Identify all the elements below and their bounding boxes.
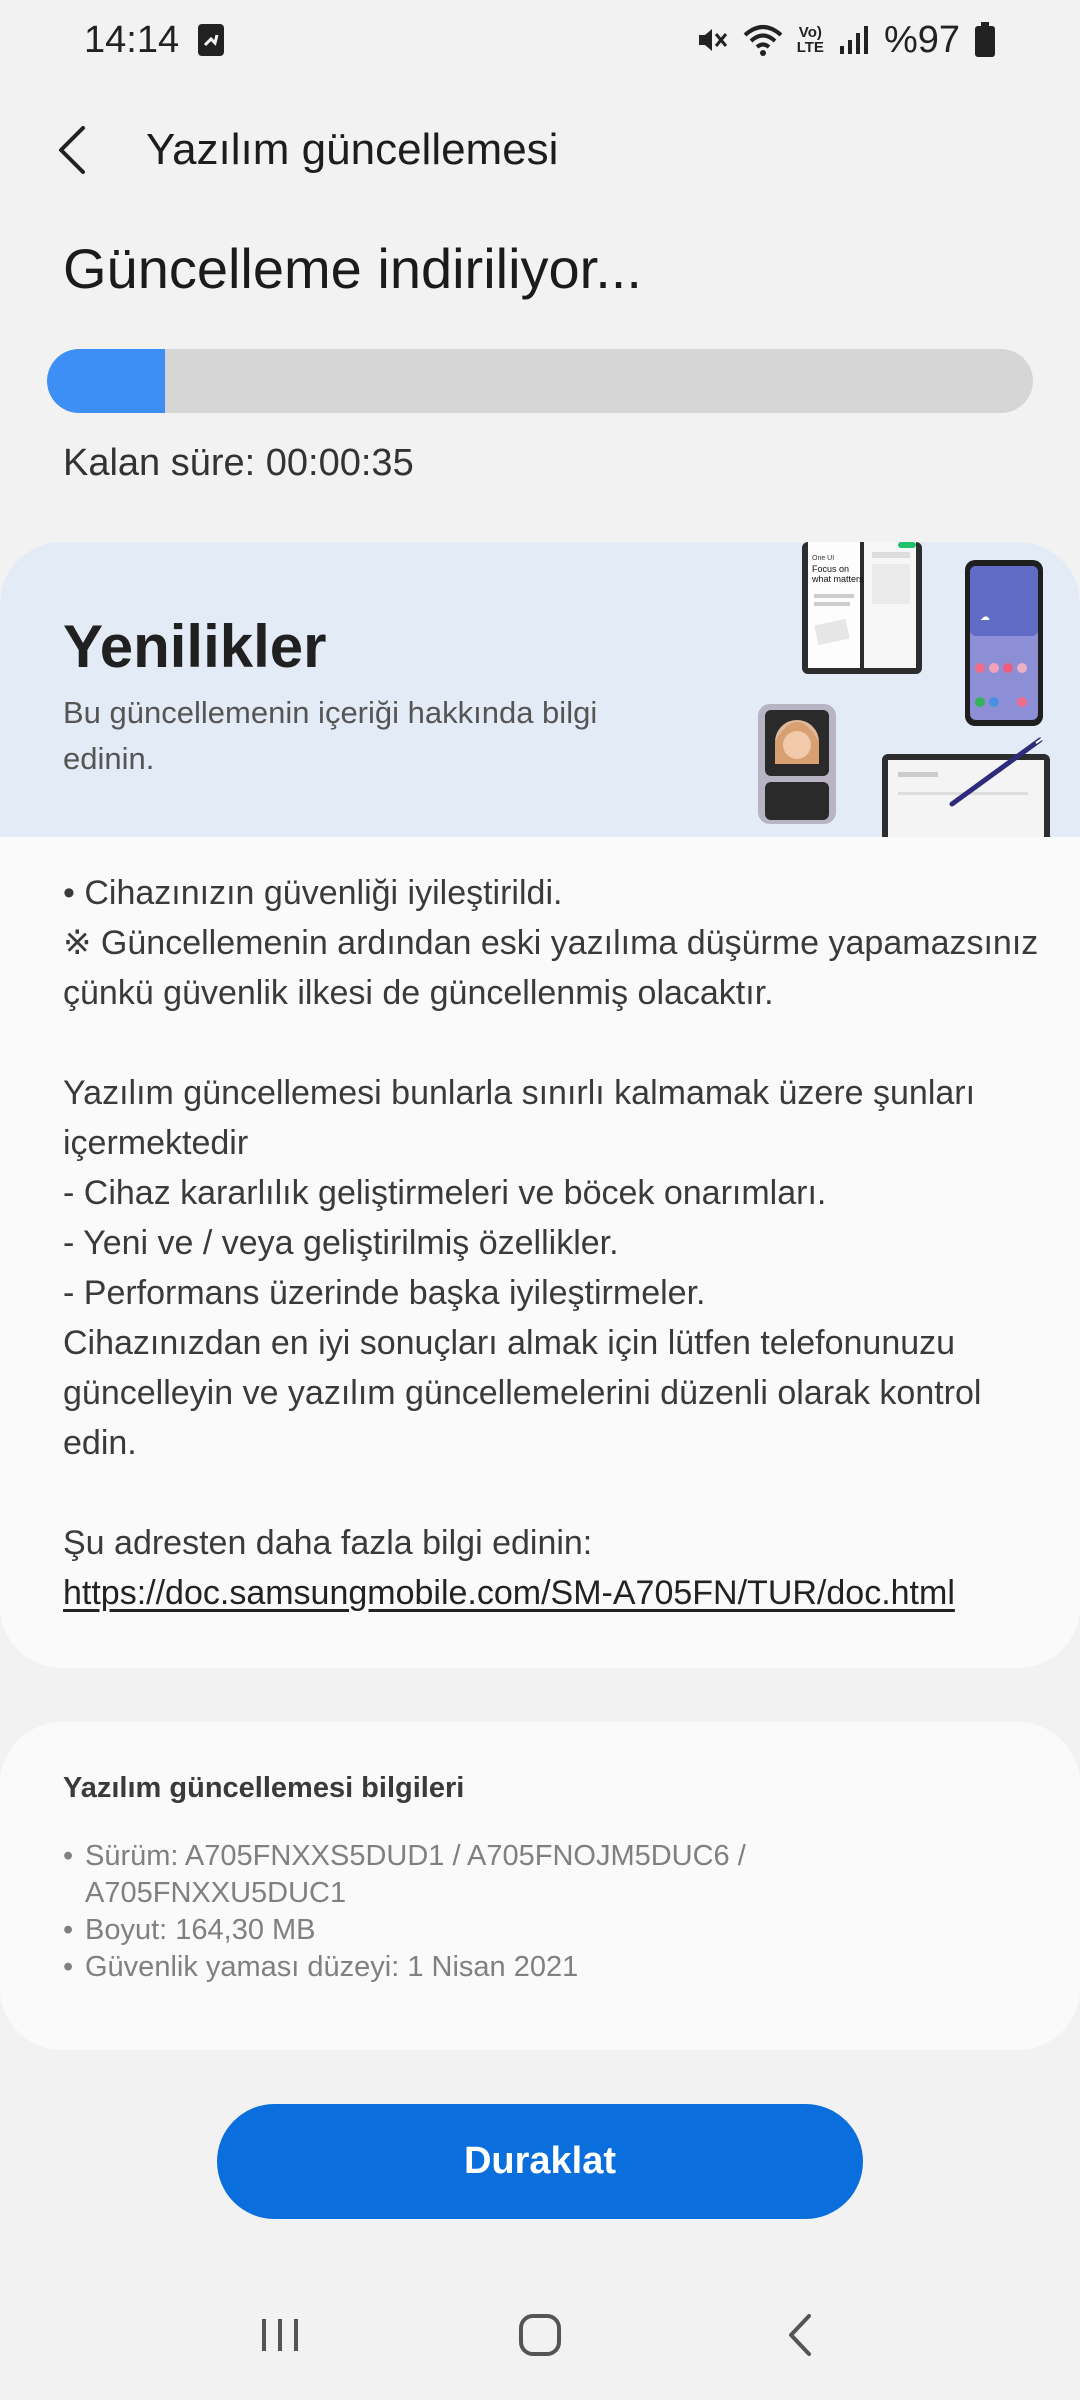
download-progress-bar xyxy=(47,349,1033,413)
whats-new-card xyxy=(0,542,1080,1668)
release-note-line: • Cihazınızın güvenliği iyileştirildi. xyxy=(63,874,563,912)
back-icon xyxy=(785,2312,815,2358)
status-time: 14:14 xyxy=(84,18,180,61)
release-note-line: Yazılım güncellemesi bunlarla sınırlı kalmamak üzere şunları içermektedir xyxy=(63,1074,976,1162)
app-bar xyxy=(0,110,1080,190)
release-note-item: - Cihaz kararlılık geliştirmeleri ve böcek onarımları. xyxy=(63,1174,827,1212)
svg-text:what matters: what matters xyxy=(812,574,864,584)
devices-illustration xyxy=(740,542,1080,837)
whats-new-banner xyxy=(0,542,1080,837)
recents-button[interactable] xyxy=(235,2290,325,2380)
version-text: Sürüm: A705FNXXS5DUD1 / A705FNOJM5DUC6 / A705FNXXU5DUC1 xyxy=(85,1840,746,1909)
update-info-list xyxy=(63,1838,963,1986)
home-button[interactable] xyxy=(495,2290,585,2380)
time-remaining: Kalan süre: 00:00:35 xyxy=(63,442,414,484)
list-item: • Boyut: 164,30 MB xyxy=(63,1912,963,1949)
nav-back-button[interactable] xyxy=(755,2290,845,2380)
banner-tablet-text: Focus on xyxy=(812,564,850,574)
mute-icon xyxy=(695,23,729,57)
back-arrow-icon xyxy=(55,125,89,175)
list-item: • Güvenlik yaması düzeyi: 1 Nisan 2021 xyxy=(63,1949,963,1986)
download-status-title: Güncelleme indiriliyor... xyxy=(63,237,642,300)
page-title: Yazılım güncellemesi xyxy=(146,125,559,174)
whats-new-heading: Yenilikler xyxy=(63,613,327,680)
release-note-item: - Yeni ve / veya geliştirilmiş özellikler. xyxy=(63,1224,619,1262)
release-note-line: ※ Güncellemenin ardından eski yazılıma düşürme yapamazsınız çünkü güvenlik ilkesi de güncellenmiş olacaktır. xyxy=(63,924,1039,1012)
release-notes xyxy=(63,868,1043,1618)
list-item: • Sürüm: A705FNXXS5DUD1 / A705FNOJM5DUC6 / A705FNXXU5DUC1 xyxy=(63,1838,963,1912)
volte-icon: Vo) LTE xyxy=(796,24,824,56)
size-text: Boyut: 164,30 MB xyxy=(85,1914,316,1946)
update-info-title: Yazılım güncellemesi bilgileri xyxy=(63,1772,465,1804)
release-note-item: - Performans üzerinde başka iyileştirmeler. xyxy=(63,1274,706,1312)
release-note-line: Cihazınızdan en iyi sonuçları almak için lütfen telefonunuzu güncelleyin ve yazılım güncellemelerini düzenli olarak kontrol edin. xyxy=(63,1324,982,1462)
release-notes-link[interactable]: https://doc.samsungmobile.com/SM-A705FN/TUR/doc.html xyxy=(63,1574,955,1612)
home-icon xyxy=(517,2312,563,2358)
status-bar xyxy=(0,0,1080,80)
nfc-icon xyxy=(197,23,225,57)
security-patch-text: Güvenlik yaması düzeyi: 1 Nisan 2021 xyxy=(85,1951,579,1983)
svg-text:One UI: One UI xyxy=(812,555,835,562)
battery-text: %97 xyxy=(883,18,960,61)
wifi-icon xyxy=(743,23,783,57)
svg-text:☁: ☁ xyxy=(980,612,990,623)
signal-icon xyxy=(838,24,870,56)
pause-button[interactable]: Duraklat xyxy=(217,2104,863,2219)
download-progress-fill xyxy=(47,349,165,413)
battery-icon xyxy=(974,22,996,58)
recents-icon xyxy=(258,2315,302,2355)
whats-new-subtitle: Bu güncellemenin içeriği hakkında bilgi edinin. xyxy=(63,695,598,776)
back-button[interactable] xyxy=(32,110,112,190)
update-info-card xyxy=(0,1722,1080,2050)
more-info-label: Şu adresten daha fazla bilgi edinin: xyxy=(63,1524,593,1562)
navigation-bar xyxy=(0,2280,1080,2390)
